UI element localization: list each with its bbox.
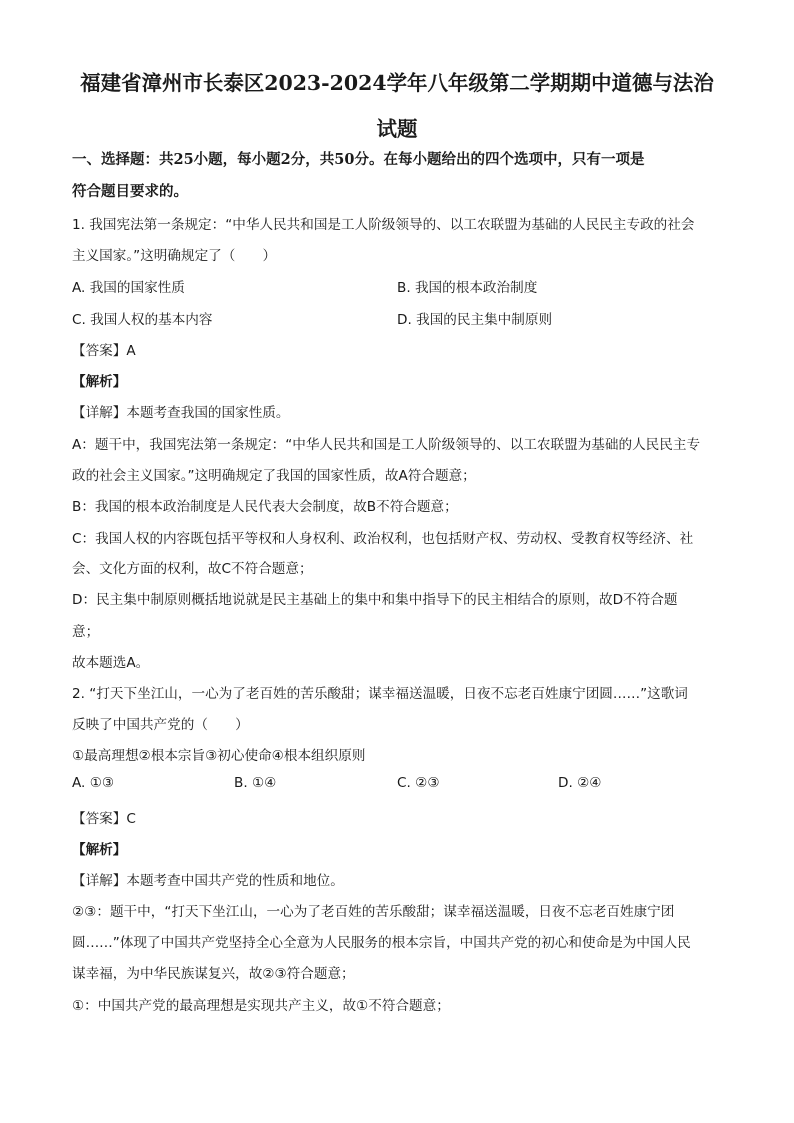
question-2-option-c: C. ②③ <box>397 775 440 791</box>
question-2-stem-continued: 反映了中国共产党的（ ） <box>72 717 249 733</box>
question-2-detail: 【详解】本题考查中国共产党的性质和地位。 <box>72 873 344 889</box>
question-1-explanation-b: B：我国的根本政治制度是人民代表大会制度，故B不符合题意； <box>72 499 458 515</box>
question-1-option-b: B. 我国的根本政治制度 <box>397 280 538 296</box>
question-1-answer: 【答案】A <box>72 343 136 359</box>
page-title: 福建省漳州市长泰区2023-2024学年八年级第二学期期中道德与法治 <box>80 71 714 95</box>
question-2-explanation-23: ②③：题干中，“打天下坐江山，一心为了老百姓的苦乐酸甜；谋幸福送温暖，日夜不忘老百姓康宁团 <box>72 904 675 920</box>
question-2-items: ①最高理想②根本宗旨③初心使命④根本组织原则 <box>72 748 366 764</box>
question-2-analysis-label: 【解析】 <box>72 842 127 858</box>
question-1-option-d: D. 我国的民主集中制原则 <box>397 312 553 328</box>
question-1-stem: 1. 我国宪法第一条规定：“中华人民共和国是工人阶级领导的、以工农联盟为基础的人民民主专政的社会 <box>72 217 695 233</box>
question-1-explanation-c: C：我国人权的内容既包括平等权和人身权利、政治权利，也包括财产权、劳动权、受教育权等经济、社 <box>72 531 694 547</box>
question-1-explanation-c-continued: 会、文化方面的权利，故C不符合题意； <box>72 561 313 577</box>
question-1-option-a: A. 我国的国家性质 <box>72 280 185 296</box>
page-title-continued: 试题 <box>376 117 418 141</box>
question-2-option-a: A. ①③ <box>72 775 115 791</box>
question-1-analysis-label: 【解析】 <box>72 374 127 390</box>
question-1-explanation-a-continued: 政的社会主义国家。”这明确规定了我国的国家性质，故A符合题意； <box>72 468 476 484</box>
question-1-stem-continued: 主义国家。”这明确规定了（ ） <box>72 248 277 264</box>
question-2-explanation-23-continued: 圆……”体现了中国共产党坚持全心全意为人民服务的根本宗旨，中国共产党的初心和使命是为中国人民 <box>72 935 691 951</box>
question-1-detail: 【详解】本题考查我国的国家性质。 <box>72 405 290 421</box>
question-1-explanation-a: A：题干中，我国宪法第一条规定：“中华人民共和国是工人阶级领导的、以工农联盟为基础的人民民主专 <box>72 437 701 453</box>
section-heading-continued: 符合题目要求的。 <box>72 183 188 200</box>
question-2-option-d: D. ②④ <box>558 775 602 791</box>
question-1-explanation-d-continued: 意； <box>72 624 100 640</box>
question-1-explanation-d: D：民主集中制原则概括地说就是民主基础上的集中和集中指导下的民主相结合的原则，故D不符合题 <box>72 592 678 608</box>
question-2-explanation-23-end: 谋幸福，为中华民族谋复兴，故②③符合题意； <box>72 966 355 982</box>
question-2-answer: 【答案】C <box>72 811 136 827</box>
question-2-option-b: B. ①④ <box>234 775 277 791</box>
section-heading: 一、选择题：共25小题，每小题2分，共50分。在每小题给出的四个选项中，只有一项是 <box>72 151 645 168</box>
question-1-option-c: C. 我国人权的基本内容 <box>72 312 213 328</box>
question-2-stem: 2. “打天下坐江山，一心为了老百姓的苦乐酸甜；谋幸福送温暖，日夜不忘老百姓康宁团圆……”这歌词 <box>72 686 688 702</box>
question-2-explanation-1: ①：中国共产党的最高理想是实现共产主义，故①不符合题意； <box>72 998 450 1014</box>
question-1-conclusion: 故本题选A。 <box>72 655 150 671</box>
